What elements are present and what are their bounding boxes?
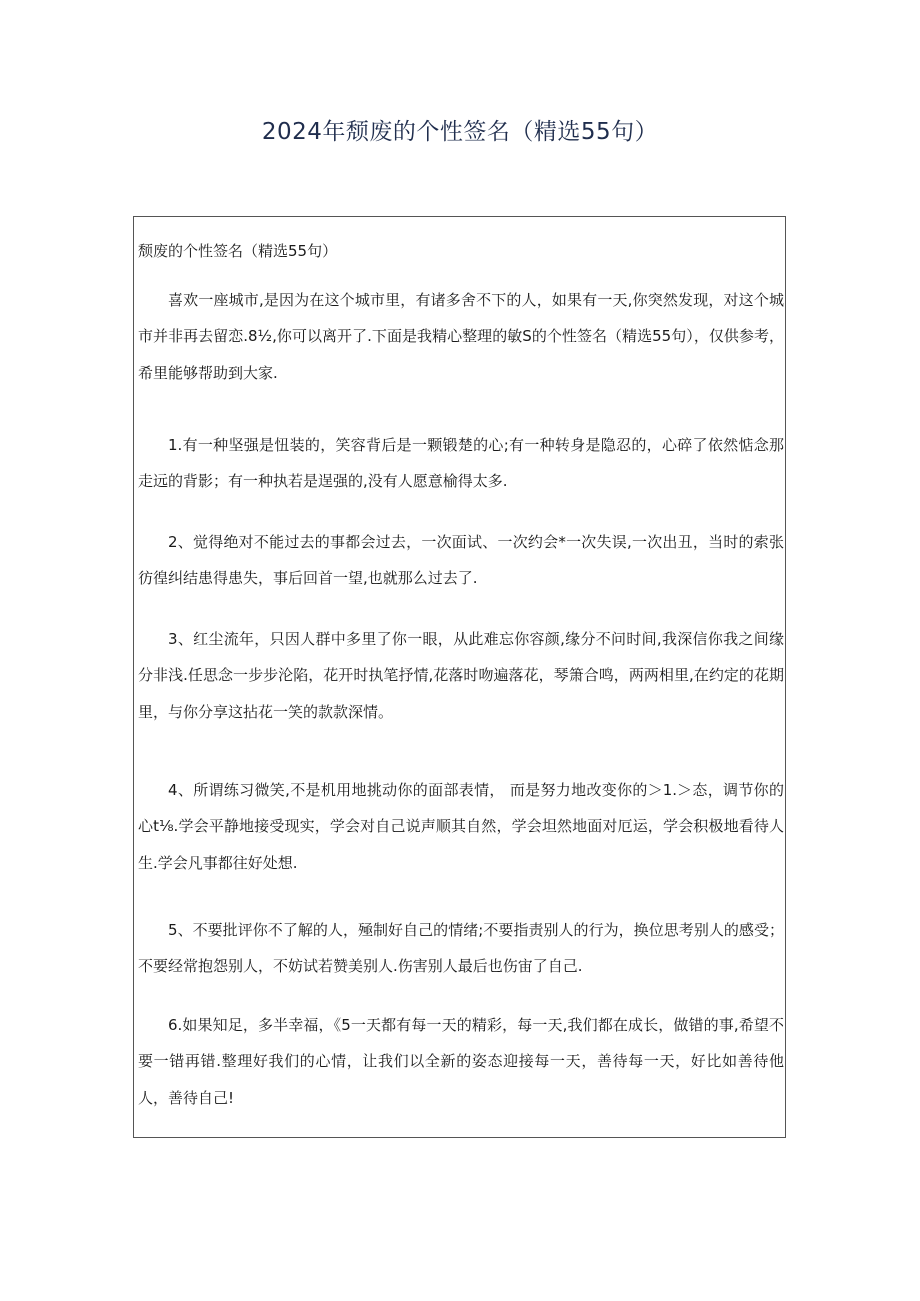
signature-item-5: 5、不要批评你不了解的人，殛制好自己的情绪;不要指责别人的行为，换位思考别人的感受；不要经常抱怨别人，不妨试若赞美别人.伤害别人最后也伤宙了自己. — [138, 921, 784, 976]
box-heading: 颓废的个性签名（精选55句） — [138, 242, 338, 260]
document-title: 2024年颓废的个性签名（精选55句） — [261, 119, 659, 145]
signature-item-2: 2、觉得绝对不能过去的事都会过去，一次面试、一次约会*一次失误,一次出丑，当时的索张彷徨纠结患得患失，事后回首一望,也就那么过去了. — [138, 533, 784, 588]
signature-item-3: 3、红尘流年，只因人群中多里了你一眼，从此难忘你容颜,缘分不问时间,我深信你我之间缘分非浅.任思念一步步沦陷，花开时执笔抒情,花落时吻遍落花，琴箫合鸣，两两相里,在约定的花期里，与你分享这拈花一笑的款款深情。 — [138, 630, 784, 721]
intro-paragraph: 喜欢一座城市,是因为在这个城市里，有诸多舍不下的人，如果有一天,你突然发现，对这个城市并非再去留恋.8½,你可以离开了.下面是我精心整理的敏S的个性签名（精选55句），仅供参考，希里能够帮助到大家. — [138, 291, 784, 382]
signature-item-4: 4、所谓练习微笑,不是机用地挑动你的面部表情， 而是努力地改变你的＞1.＞态，调节你的心t⅛.学会平静地接受现实，学会对自己说声顺其自然，学会坦然地面对厄运，学会积极地看待人生.学会凡事都往好处想. — [138, 781, 784, 872]
content-box — [133, 216, 786, 1138]
signature-item-1: 1.有一种坚强是忸装的，笑容背后是一颗锻楚的心;有一种转身是隐忍的，心碎了依然惦念那走远的背影；有一种执若是逞强的,没有人愿意榆得太多. — [138, 436, 784, 491]
signature-item-6: 6.如果知足，多半幸福，《5一天都有每一天的精彩，每一天,我们都在成长，做错的事,希望不要一错再错.整理好我们的心情，让我们以全新的姿态迎接每一天，善待每一天，好比如善待他人，善待自己! — [138, 1016, 784, 1107]
